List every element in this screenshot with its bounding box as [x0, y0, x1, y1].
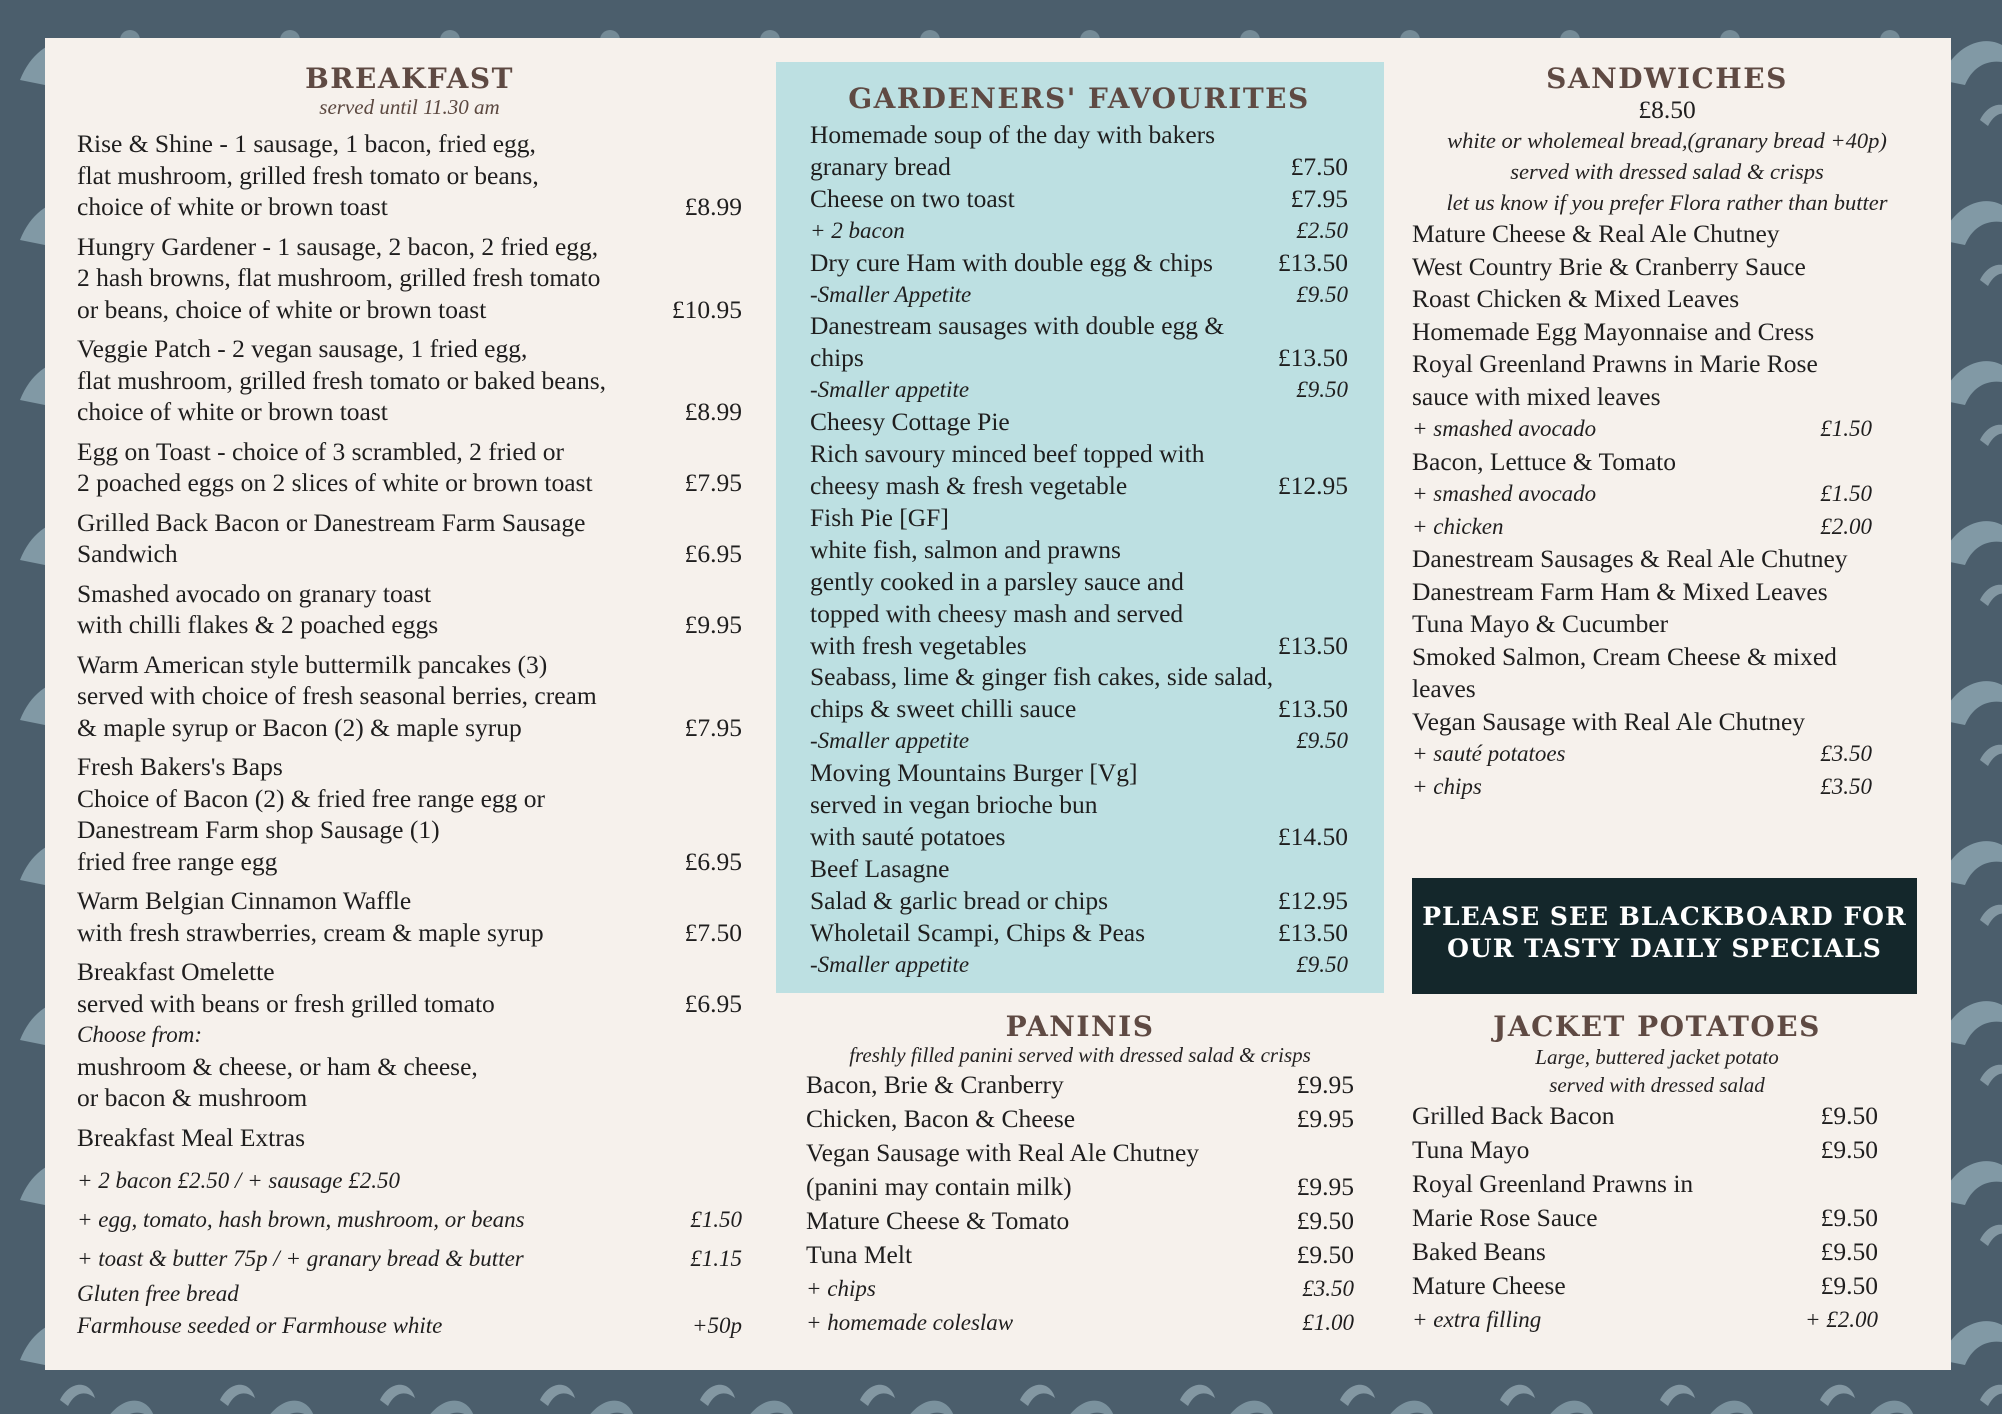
menu-item-text: 2 poached eggs on 2 slices of white or brown toast: [77, 468, 593, 497]
menu-line: [1412, 446, 1872, 479]
menu-line: [1412, 478, 1872, 511]
omelette-option: or bacon & mushroom: [77, 1083, 308, 1112]
menu-item-price: £6.95: [684, 539, 742, 568]
breakfast-item-line: [77, 751, 742, 783]
menu-item-text: Bacon, Brie & Cranberry: [806, 1070, 1064, 1099]
menu-item-price: £9.50: [1820, 1203, 1878, 1232]
menu-item-text: Bacon, Lettuce & Tomato: [1412, 446, 1677, 476]
omelette-option: mushroom & cheese, or ham & cheese,: [77, 1051, 478, 1081]
menu-item-text: with fresh vegetables: [810, 630, 1027, 660]
menu-item-text: Veggie Patch - 2 vegan sausage, 1 fried egg,: [77, 334, 528, 363]
menu-item-text: granary bread: [810, 151, 951, 181]
menu-item-text: leaves: [1412, 674, 1476, 703]
blackboard-line: PLEASE SEE BLACKBOARD FOR: [1422, 902, 1907, 931]
menu-item-text: with chilli flakes & 2 poached eggs: [77, 610, 439, 639]
menu-item-price: [1342, 406, 1348, 438]
menu-item-price: [1866, 706, 1872, 739]
blackboard-specials-banner: [1412, 878, 1917, 994]
menu-item-text: Baked Beans: [1412, 1237, 1546, 1266]
menu-item-text: + chips: [1412, 773, 1482, 799]
breakfast-item: [77, 649, 742, 744]
menu-item-text: & maple syrup or Bacon (2) & maple syrup: [77, 712, 522, 742]
menu-item-price: [1342, 310, 1348, 342]
menu-item-price: £7.50: [684, 917, 742, 947]
menu-item-price: £13.50: [1277, 343, 1348, 373]
menu-item-text: Choice of Bacon (2) & fried free range egg or: [77, 783, 546, 813]
paninis-subtitle: freshly filled panini served with dressed salad & crisps: [849, 1043, 1311, 1067]
menu-item-text: Smoked Salmon, Cream Cheese & mixed: [1412, 641, 1837, 671]
menu-item-text: Salad & garlic bread or chips: [810, 885, 1109, 915]
menu-item-price: £3.50: [1302, 1276, 1354, 1301]
menu-line: [810, 885, 1348, 917]
menu-item-price: [1866, 381, 1872, 414]
sandwiches-price: £8.50: [1638, 95, 1696, 124]
menu-line: [1412, 283, 1872, 316]
menu-line: [1412, 1201, 1878, 1235]
menu-item-price: £1.50: [1820, 416, 1872, 441]
menu-item-text: + smashed avocado: [1412, 416, 1597, 441]
gardeners-title: GARDENERS' FAVOURITES: [848, 82, 1310, 115]
menu-item-price: [1872, 1167, 1878, 1201]
menu-item-text: Hungry Gardener - 1 sausage, 2 bacon, 2 fried egg,: [77, 231, 599, 261]
breakfast-item: [77, 751, 742, 877]
menu-item-price: [1866, 543, 1872, 576]
menu-item-price: [1342, 789, 1348, 821]
menu-line: [810, 757, 1348, 789]
menu-line: [810, 374, 1348, 406]
menu-item-text: + chips: [806, 1276, 876, 1301]
menu-line: [810, 693, 1348, 725]
menu-item-price: [1866, 283, 1872, 316]
menu-item-price: £7.50: [1290, 151, 1348, 181]
menu-item-price: [1866, 446, 1872, 479]
breakfast-item-line: [77, 294, 742, 326]
menu-item-text: (panini may contain milk): [806, 1172, 1072, 1201]
menu-item-price: £8.99: [684, 397, 742, 426]
menu-item-price: £2.50: [1296, 217, 1348, 243]
menu-line: [1412, 1099, 1878, 1133]
breakfast-item-line: [77, 814, 742, 846]
menu-item-text: Tuna Melt: [806, 1240, 913, 1269]
breakfast-item-line: [77, 191, 742, 223]
extra-line: [77, 1239, 742, 1278]
menu-item-price: £7.95: [1290, 183, 1348, 213]
menu-line: [1412, 1303, 1878, 1337]
menu-item-price: £3.50: [1820, 773, 1872, 799]
menu-item-price: £2.00: [1820, 513, 1872, 539]
menu-item-price: £9.50: [1296, 1206, 1354, 1235]
menu-item-price: £6.95: [684, 988, 742, 1018]
menu-item-text: Wholetail Scampi, Chips & Peas: [810, 917, 1145, 947]
menu-line: [810, 438, 1348, 470]
jacket-note: served with dressed salad: [1549, 1073, 1765, 1097]
breakfast-item: [77, 885, 742, 948]
menu-item-text: -Smaller appetite: [810, 728, 970, 754]
menu-item-price: £7.95: [684, 468, 742, 497]
menu-line: [810, 821, 1348, 853]
menu-line: [810, 917, 1348, 949]
menu-item-text: + extra filling: [1412, 1307, 1542, 1332]
menu-line: [810, 279, 1348, 311]
gluten-free-line: Farmhouse seeded or Farmhouse white +50p: [77, 1312, 742, 1338]
menu-item-text: Vegan Sausage with Real Ale Chutney: [806, 1138, 1200, 1167]
menu-item-price: [1342, 661, 1348, 693]
menu-item-price: £9.95: [1296, 1172, 1354, 1201]
breakfast-item: [77, 578, 742, 641]
menu-line: [810, 566, 1348, 598]
menu-item-text: chips & sweet chilli sauce: [810, 694, 1077, 724]
menu-item-price: [1866, 608, 1872, 641]
menu-item-text: Beef Lasagne: [810, 853, 950, 883]
menu-item-price: £1.15: [690, 1246, 742, 1271]
menu-item-text: Grilled Back Bacon or Danestream Farm Sausage: [77, 507, 586, 537]
menu-item-price: £13.50: [1277, 630, 1348, 660]
menu-item-text: cheesy mash & fresh vegetable: [810, 470, 1128, 500]
menu-item-price: £6.95: [684, 846, 742, 876]
paninis-title: PANINIS: [1005, 1010, 1155, 1043]
menu-line: [806, 1068, 1354, 1102]
breakfast-item: [77, 507, 742, 570]
menu-item-text: Moving Mountains Burger [Vg]: [810, 758, 1138, 788]
menu-item-price: [1342, 502, 1348, 534]
menu-item-text: flat mushroom, grilled fresh tomato or baked beans,: [77, 365, 606, 395]
menu-line: [1412, 381, 1872, 414]
menu-item-price: [736, 1161, 742, 1200]
sandwiches-title: SANDWICHES: [1546, 62, 1788, 95]
breakfast-item: [77, 231, 742, 326]
extra-line: [77, 1161, 742, 1200]
menu-item-price: £1.50: [690, 1207, 742, 1232]
menu-item-text: Sandwich: [77, 539, 178, 568]
menu-item-text: Mature Cheese & Real Ale Chutney: [1412, 219, 1780, 248]
menu-item-text: Fish Pie [GF]: [810, 502, 949, 532]
menu-item-price: £1.00: [1302, 1310, 1354, 1335]
menu-item-text: Seabass, lime & ginger fish cakes, side salad,: [810, 662, 1274, 692]
menu-item-text: gently cooked in a parsley sauce and: [810, 566, 1184, 596]
sandwiches-note: served with dressed salad & crisps: [1510, 159, 1824, 184]
menu-item-price: [1866, 316, 1872, 349]
menu-item-text: Breakfast Omelette: [77, 957, 275, 986]
menu-item-text: choice of white or brown toast: [77, 192, 388, 221]
menu-item-price: £9.50: [1296, 1240, 1354, 1269]
breakfast-item-line: [77, 231, 742, 263]
menu-item-text: Egg on Toast - choice of 3 scrambled, 2 fried or: [77, 436, 565, 466]
menu-item-text: with fresh strawberries, cream & maple syrup: [77, 917, 544, 947]
jacket-note: Large, buttered jacket potato: [1535, 1045, 1779, 1069]
menu-item-price: [1342, 853, 1348, 885]
menu-item-text: or beans, choice of white or brown toast: [77, 294, 487, 324]
menu-line: [806, 1306, 1354, 1340]
menu-item-text: + sauté potatoes: [1412, 741, 1566, 766]
choose-from-label: Choose from:: [77, 1022, 203, 1047]
jacket-potatoes-section: [1412, 1010, 1902, 1337]
menu-line: [1412, 576, 1872, 609]
menu-item-price: £9.95: [1296, 1070, 1354, 1099]
menu-item-price: £9.50: [1820, 1101, 1878, 1130]
menu-item-price: £12.95: [1277, 470, 1348, 500]
menu-item-price: [1342, 534, 1348, 566]
menu-line: [1412, 511, 1872, 544]
menu-line: [810, 949, 1348, 981]
menu-line: [810, 598, 1348, 630]
menu-line: [1412, 706, 1872, 739]
menu-line: [806, 1204, 1354, 1238]
menu-line: [810, 630, 1348, 662]
menu-item-text: + toast & butter 75p / + granary bread & butter: [77, 1246, 524, 1271]
breakfast-item-line: [77, 649, 742, 681]
menu-item-text: Warm American style buttermilk pancakes (3): [77, 649, 548, 679]
menu-item-price: £7.95: [684, 712, 742, 742]
sandwiches-note: let us know if you prefer Flora rather than butter: [1446, 190, 1888, 215]
menu-item-text: Rise & Shine - 1 sausage, 1 bacon, fried egg,: [77, 129, 536, 158]
menu-item-text: Vegan Sausage with Real Ale Chutney: [1412, 706, 1806, 736]
breakfast-title: BREAKFAST: [305, 62, 514, 95]
menu-item-text: + smashed avocado: [1412, 481, 1597, 506]
menu-line: [1412, 218, 1872, 251]
menu-line: [810, 789, 1348, 821]
menu-line: [810, 853, 1348, 885]
menu-line: [810, 183, 1348, 215]
breakfast-item-line: [77, 783, 742, 815]
menu-item-price: £9.50: [1820, 1237, 1878, 1266]
extras-title: Breakfast Meal Extras: [77, 1122, 305, 1152]
menu-line: [1412, 1235, 1878, 1269]
menu-item-text: Fresh Bakers's Baps: [77, 752, 283, 781]
breakfast-item-line: [77, 467, 742, 499]
menu-item-text: -Smaller appetite: [810, 377, 970, 403]
menu-line: [810, 406, 1348, 438]
menu-item-text: Marie Rose Sauce: [1412, 1203, 1598, 1232]
breakfast-item-line: [77, 128, 742, 160]
breakfast-item-line: [77, 396, 742, 428]
menu-item-text: Danestream Sausages & Real Ale Chutney: [1412, 544, 1848, 573]
menu-item-price: £14.50: [1277, 821, 1348, 851]
menu-item-text: Roast Chicken & Mixed Leaves: [1412, 284, 1740, 313]
paninis-items: [806, 1068, 1354, 1340]
breakfast-item-line: [77, 578, 742, 610]
breakfast-section: [77, 62, 742, 1341]
menu-line: [1412, 316, 1872, 349]
menu-item-price: £9.50: [1820, 1135, 1878, 1164]
menu-item-text: Cheesy Cottage Pie: [810, 407, 1010, 437]
menu-line: [1412, 738, 1872, 771]
menu-item-text: Rich savoury minced beef topped with: [810, 439, 1205, 469]
breakfast-item-line: [77, 609, 742, 641]
menu-item-price: £13.50: [1277, 694, 1348, 724]
breakfast-item: [77, 128, 742, 223]
menu-item-text: fried free range egg: [77, 846, 278, 876]
menu-line: [1412, 1269, 1878, 1303]
jacket-title: JACKET POTATOES: [1493, 1010, 1821, 1043]
menu-item-text: Homemade Egg Mayonnaise and Cress: [1412, 316, 1815, 346]
extra-line: [77, 1200, 742, 1239]
menu-item-price: [1342, 757, 1348, 789]
breakfast-item-line: [77, 680, 742, 712]
menu-item-text: Smashed avocado on granary toast: [77, 578, 432, 608]
menu-item-price: [1866, 673, 1872, 706]
breakfast-item-line: [77, 538, 742, 570]
breakfast-item-line: [77, 160, 742, 192]
breakfast-extras: [77, 1161, 742, 1278]
menu-line: [806, 1170, 1354, 1204]
menu-item-price: £9.50: [1296, 951, 1348, 977]
menu-item-text: choice of white or brown toast: [77, 397, 388, 426]
menu-item-text: topped with cheesy mash and served: [810, 598, 1184, 628]
menu-line: [806, 1238, 1354, 1272]
menu-line: [1412, 608, 1872, 641]
menu-item-price: £9.50: [1296, 281, 1348, 307]
menu-item-text: Royal Greenland Prawns in Marie Rose: [1412, 349, 1818, 378]
menu-item-price: £13.50: [1277, 917, 1348, 947]
menu-line: [1412, 1133, 1878, 1167]
menu-item-price: [1866, 348, 1872, 381]
menu-line: [810, 342, 1348, 374]
menu-item-price: £9.50: [1296, 728, 1348, 754]
menu-item-price: £3.50: [1820, 741, 1872, 766]
menu-item-price: £9.50: [1296, 377, 1348, 403]
breakfast-item-line: [77, 988, 742, 1020]
menu-item-text: + egg, tomato, hash brown, mushroom, or beans: [77, 1207, 525, 1232]
menu-item-text: Tuna Mayo & Cucumber: [1412, 609, 1669, 638]
menu-item-text: served with beans or fresh grilled tomato: [77, 988, 495, 1018]
menu-line: [810, 725, 1348, 757]
menu-item-price: £10.95: [671, 294, 742, 324]
menu-item-text: Grilled Back Bacon: [1412, 1101, 1615, 1130]
menu-line: [810, 119, 1348, 151]
menu-item-text: served with choice of fresh seasonal berries, cream: [77, 681, 597, 710]
menu-item-text: Tuna Mayo: [1412, 1135, 1530, 1164]
menu-item-text: sauce with mixed leaves: [1412, 381, 1661, 411]
menu-item-price: [1342, 119, 1348, 151]
paninis-section: [806, 1010, 1354, 1340]
menu-line: [810, 151, 1348, 183]
menu-line: [1412, 1167, 1878, 1201]
breakfast-item-line: [77, 885, 742, 917]
menu-line: [1412, 413, 1872, 446]
menu-line: [810, 470, 1348, 502]
menu-item-text: Danestream sausages with double egg &: [810, 311, 1225, 341]
menu-item-price: [1342, 438, 1348, 470]
menu-item-text: + homemade coleslaw: [806, 1310, 1014, 1335]
menu-line: [806, 1136, 1354, 1170]
menu-item-price: £8.99: [684, 192, 742, 221]
menu-item-text: Homemade soup of the day with bakers: [810, 120, 1216, 149]
menu-item-price: [1866, 641, 1872, 674]
breakfast-item-line: [77, 262, 742, 294]
menu-line: [810, 502, 1348, 534]
breakfast-item-line: [77, 507, 742, 539]
menu-item-text: + 2 bacon: [810, 217, 905, 243]
gluten-free-label: Gluten free bread: [77, 1281, 239, 1306]
breakfast-item-line: [77, 956, 742, 988]
breakfast-item-line: [77, 365, 742, 397]
blackboard-line: OUR TASTY DAILY SPECIALS: [1447, 934, 1882, 963]
menu-item-text: Danestream Farm shop Sausage (1): [77, 815, 440, 844]
menu-item-text: flat mushroom, grilled fresh tomato or beans,: [77, 160, 539, 190]
menu-item-price: £13.50: [1277, 247, 1348, 277]
breakfast-subtitle: served until 11.30 am: [319, 95, 500, 119]
breakfast-item-line: [77, 712, 742, 744]
menu-item-text: white fish, salmon and prawns: [810, 534, 1121, 564]
menu-line: [810, 661, 1348, 693]
menu-item-text: West Country Brie & Cranberry Sauce: [1412, 251, 1806, 281]
menu-item-text: with sauté potatoes: [810, 821, 1006, 851]
breakfast-item: [77, 956, 742, 1019]
menu-line: [810, 310, 1348, 342]
menu-item-price: £1.50: [1820, 481, 1872, 506]
menu-item-price: [1866, 218, 1872, 251]
menu-item-text: + chicken: [1412, 513, 1504, 539]
menu-item-price: [1866, 251, 1872, 284]
menu-item-price: £9.95: [1296, 1104, 1354, 1133]
menu-item-text: + 2 bacon £2.50 / + sausage £2.50: [77, 1168, 400, 1193]
menu-item-price: [1348, 1136, 1354, 1170]
sandwiches-items: [1412, 218, 1922, 803]
menu-line: [1412, 251, 1872, 284]
menu-item-text: Cheese on two toast: [810, 183, 1015, 213]
menu-line: [1412, 771, 1872, 804]
menu-line: [806, 1102, 1354, 1136]
gardeners-favourites-section: [776, 62, 1384, 993]
menu-line: [1412, 641, 1872, 674]
breakfast-item: [77, 333, 742, 428]
menu-item-text: chips: [810, 343, 864, 373]
menu-line: [810, 534, 1348, 566]
menu-item-text: Royal Greenland Prawns in: [1412, 1169, 1694, 1198]
menu-line: [1412, 543, 1872, 576]
breakfast-items: [77, 128, 742, 1019]
sandwiches-section: [1412, 62, 1922, 803]
breakfast-item-line: [77, 917, 742, 949]
menu-item-text: Dry cure Ham with double egg & chips: [810, 247, 1213, 277]
gardeners-items: [810, 119, 1348, 980]
breakfast-item: [77, 436, 742, 499]
menu-line: [810, 215, 1348, 247]
menu-item-text: Chicken, Bacon & Cheese: [806, 1104, 1076, 1133]
menu-line: [810, 247, 1348, 279]
menu-item-price: + £2.00: [1804, 1307, 1878, 1332]
menu-item-text: served in vegan brioche bun: [810, 790, 1098, 820]
menu-line: [1412, 673, 1872, 706]
breakfast-item-line: [77, 436, 742, 468]
menu-item-text: Mature Cheese & Tomato: [806, 1206, 1070, 1235]
jacket-items: [1412, 1099, 1902, 1337]
menu-item-price: [1342, 598, 1348, 630]
menu-item-text: Danestream Farm Ham & Mixed Leaves: [1412, 576, 1828, 606]
menu-item-text: Mature Cheese: [1412, 1271, 1566, 1300]
menu-item-price: £9.95: [684, 610, 742, 639]
sandwiches-note: white or wholemeal bread,(granary bread +40p): [1447, 128, 1887, 153]
menu-item-price: £12.95: [1277, 885, 1348, 915]
breakfast-item-line: [77, 846, 742, 878]
menu-item-text: Warm Belgian Cinnamon Waffle: [77, 886, 412, 915]
breakfast-item-line: [77, 333, 742, 365]
menu-line: [1412, 348, 1872, 381]
menu-item-text: -Smaller Appetite: [810, 281, 972, 307]
menu-item-price: £9.50: [1820, 1271, 1878, 1300]
menu-item-price: [1866, 576, 1872, 609]
menu-line: [806, 1272, 1354, 1306]
menu-item-text: -Smaller appetite: [810, 951, 970, 977]
menu-item-price: [1342, 566, 1348, 598]
menu-item-text: 2 hash browns, flat mushroom, grilled fresh tomato: [77, 263, 601, 292]
